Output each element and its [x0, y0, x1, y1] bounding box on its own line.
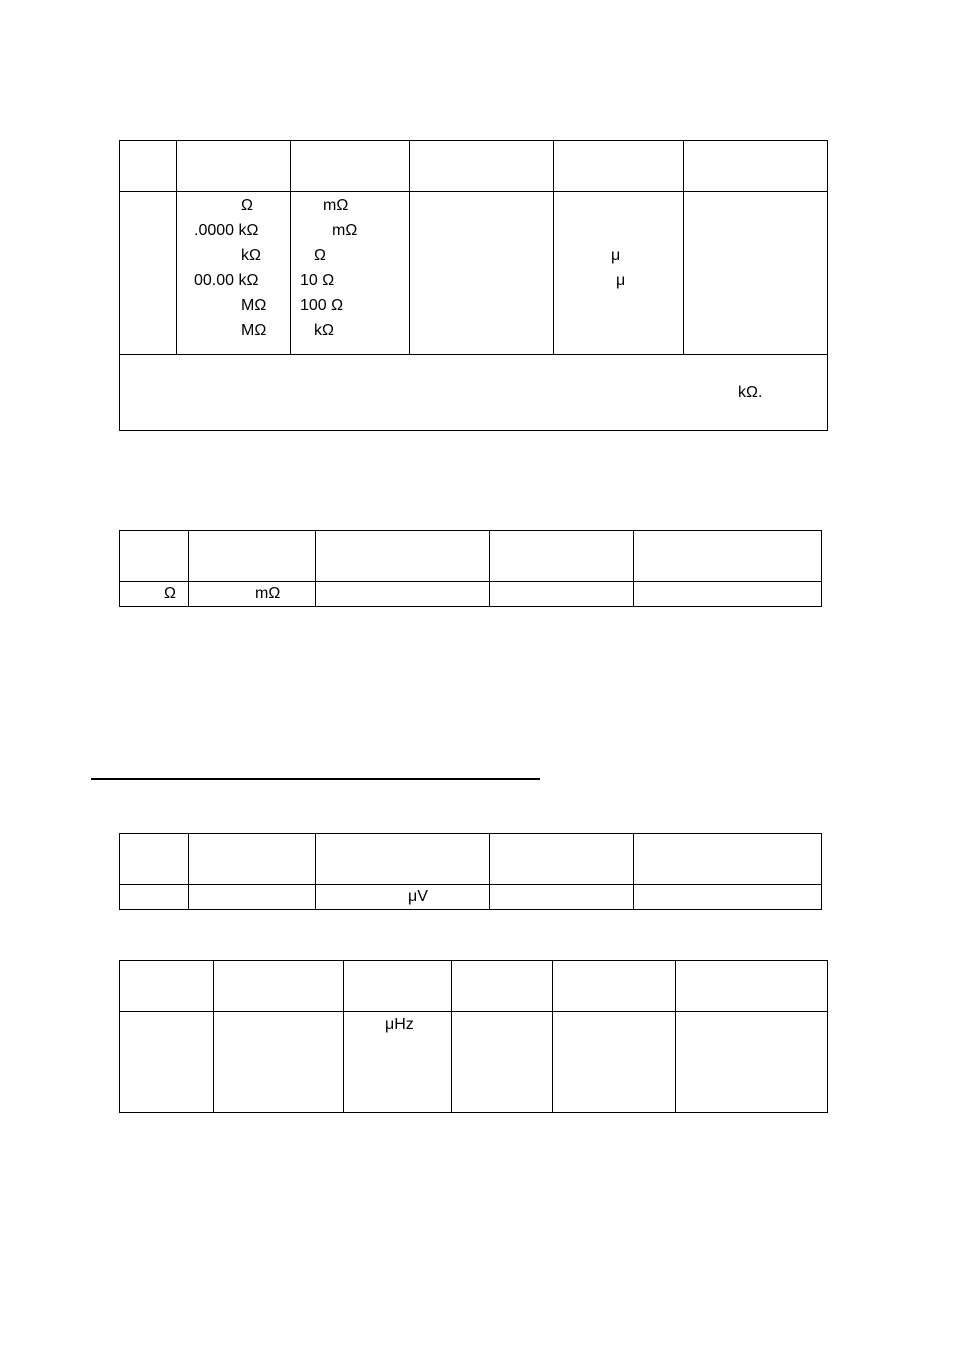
header-cell	[120, 834, 189, 885]
header-cell	[684, 141, 828, 192]
table-header-row	[120, 834, 822, 885]
range-value: MΩ	[241, 322, 267, 339]
table-row	[120, 192, 828, 355]
range-value: Ω	[164, 585, 176, 602]
resolution-value: μV	[408, 888, 428, 905]
data-cell	[553, 1012, 676, 1113]
range-value: MΩ	[241, 297, 267, 314]
header-cell	[634, 834, 822, 885]
header-cell	[554, 141, 684, 192]
resolution-value: 100 Ω	[300, 297, 344, 314]
resolution-cell	[291, 192, 410, 355]
header-cell	[291, 141, 410, 192]
data-cell	[120, 885, 189, 910]
header-cell	[410, 141, 554, 192]
range-cell	[177, 192, 291, 355]
table-header-row	[120, 961, 828, 1012]
header-cell	[676, 961, 828, 1012]
table-row	[120, 885, 822, 910]
table-note-row	[120, 355, 828, 431]
section-underline	[91, 778, 540, 780]
header-cell	[553, 961, 676, 1012]
table-header-row	[120, 141, 828, 192]
extra-cell	[684, 192, 828, 355]
resolution-value: mΩ	[332, 222, 358, 239]
header-cell	[634, 531, 822, 582]
resolution-value: mΩ	[255, 585, 281, 602]
accuracy-cell	[410, 192, 554, 355]
header-cell	[189, 834, 316, 885]
range-value: kΩ	[241, 247, 261, 264]
data-cell	[634, 582, 822, 607]
resolution-cell	[344, 1012, 452, 1113]
data-cell	[676, 1012, 828, 1113]
resolution-cell	[316, 885, 490, 910]
table-header-row	[120, 531, 822, 582]
header-cell	[316, 834, 490, 885]
resistance-small-table	[119, 530, 822, 607]
voltage-table	[119, 833, 822, 910]
header-cell	[316, 531, 490, 582]
note-unit: kΩ.	[738, 384, 763, 401]
resolution-cell	[189, 582, 316, 607]
data-cell	[189, 885, 316, 910]
resolution-value: 10 Ω	[300, 272, 335, 289]
resolution-value: mΩ	[323, 197, 349, 214]
frequency-table	[119, 960, 828, 1113]
header-cell	[120, 961, 214, 1012]
header-cell	[189, 531, 316, 582]
current-value: μ	[611, 247, 621, 264]
resolution-value: kΩ	[314, 322, 334, 339]
header-cell	[490, 834, 634, 885]
header-cell	[120, 141, 177, 192]
resolution-value: μHz	[385, 1016, 414, 1033]
resistance-spec-table	[119, 140, 828, 431]
function-cell	[120, 192, 177, 355]
table-row	[120, 1012, 828, 1113]
current-cell	[554, 192, 684, 355]
range-cell	[120, 582, 189, 607]
header-cell	[120, 531, 189, 582]
header-cell	[452, 961, 553, 1012]
data-cell	[634, 885, 822, 910]
data-cell	[490, 885, 634, 910]
data-cell	[490, 582, 634, 607]
data-cell	[316, 582, 490, 607]
table-row	[120, 582, 822, 607]
range-value: 00.00 kΩ	[194, 272, 259, 289]
header-cell	[344, 961, 452, 1012]
data-cell	[214, 1012, 344, 1113]
data-cell	[120, 1012, 214, 1113]
range-value: .0000 kΩ	[194, 222, 259, 239]
header-cell	[490, 531, 634, 582]
header-cell	[177, 141, 291, 192]
header-cell	[214, 961, 344, 1012]
resolution-value: Ω	[314, 247, 326, 264]
data-cell	[452, 1012, 553, 1113]
current-value: μ	[616, 272, 626, 289]
range-value: Ω	[241, 197, 253, 214]
note-cell	[120, 355, 828, 431]
